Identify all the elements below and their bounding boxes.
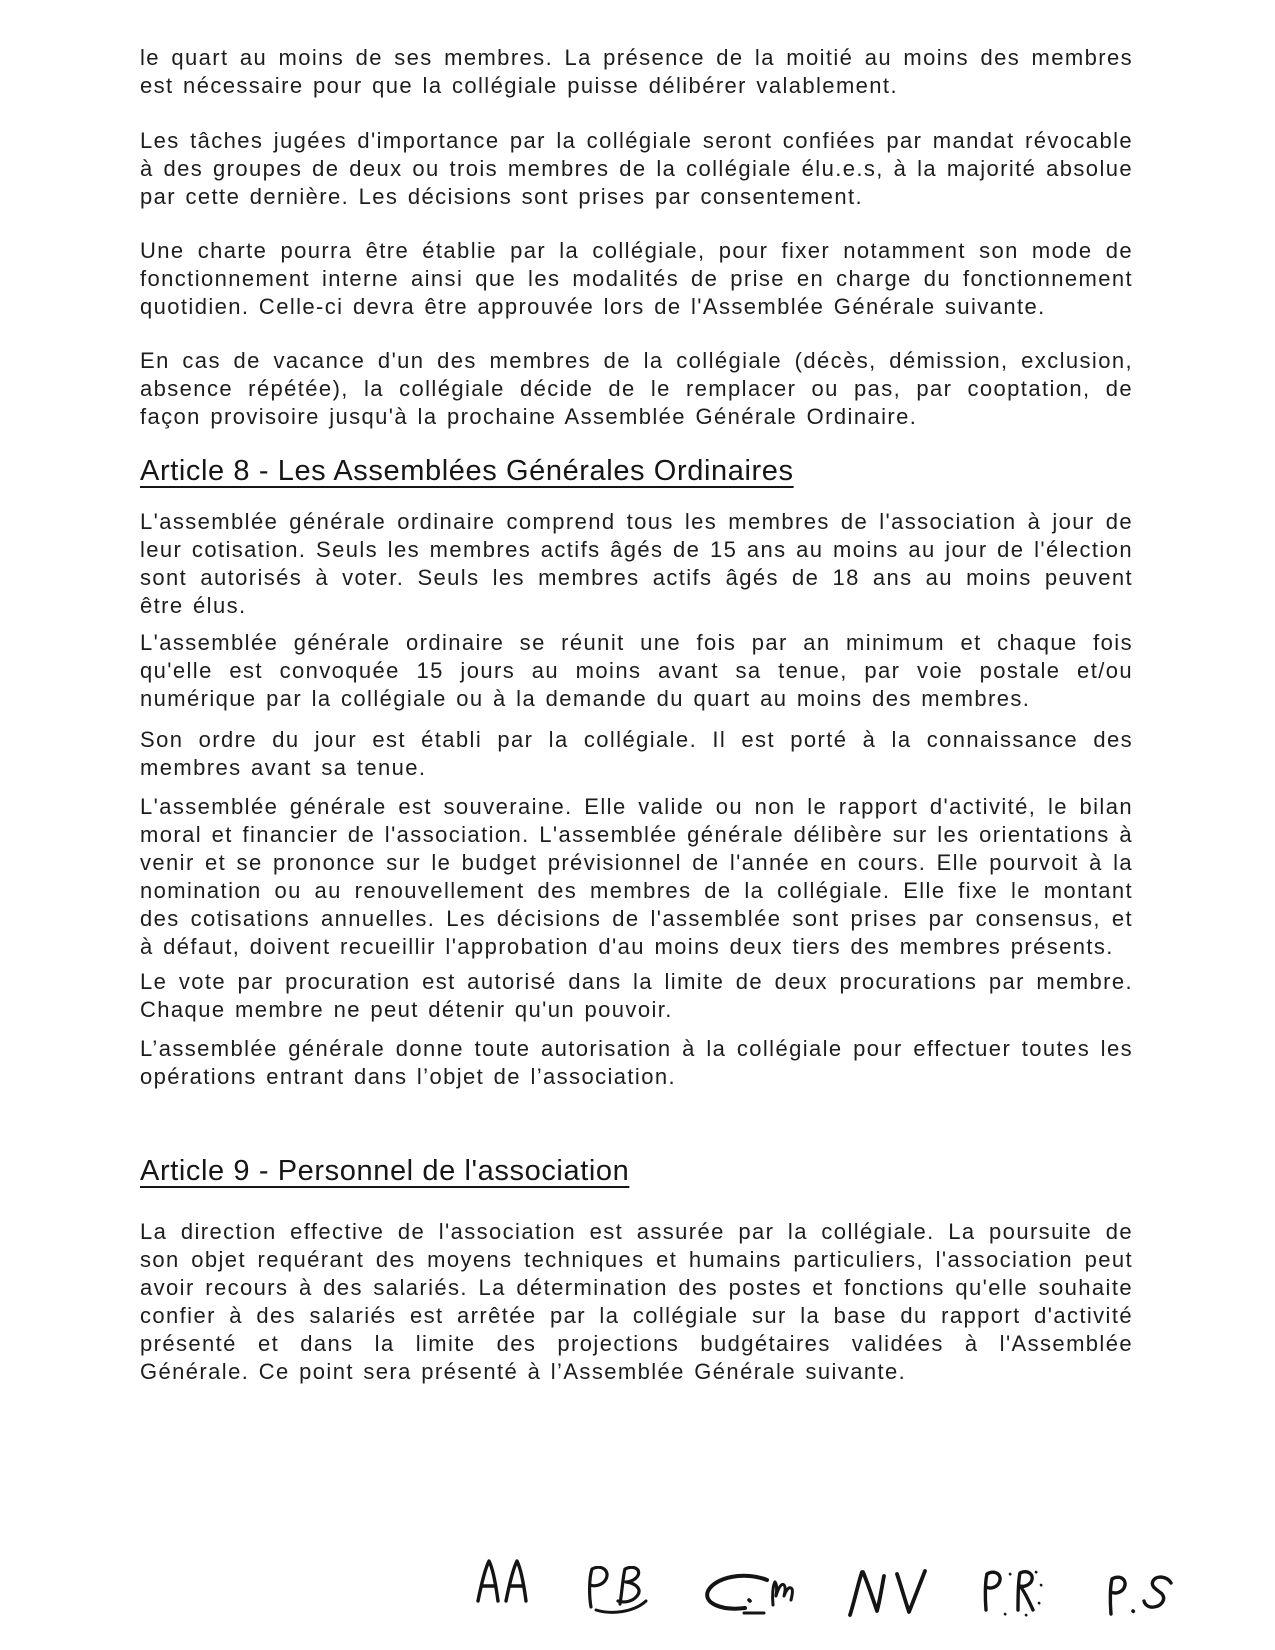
handwritten-initials-pr <box>980 1570 1044 1618</box>
initials-aa-handwriting <box>475 1558 531 1604</box>
paragraph-ag-souveraine: L'assemblée générale est souveraine. Elle valide ou non le rapport d'activité, le bilan moral et financier de l'association. L'assemblée générale délibère sur les orientations à venir et se prononce sur le budget prévisionnel de l'année en cours. Elle pourvoit à la nomination ou au renouvellement des membres de la collégiale. Elle fixe le montant des cotisations annuelles. Les décisions de l'assemblée sont prises par consensus, et à défaut, doivent recueillir l'approbation d'au moins deux tiers des membres présents. <box>140 794 1133 959</box>
paragraph-ag-reunion: L'assemblée générale ordinaire se réunit une fois par an minimum et chaque fois qu'elle est convoquée 15 jours au moins avant sa tenue, par voie postale et/ou numérique par la collégiale ou à la demande du quart au moins des membres. <box>140 630 1133 711</box>
handwritten-initials-aa <box>475 1558 531 1604</box>
paragraph-charte: Une charte pourra être établie par la collégiale, pour fixer notamment son mode de fonctionnement interne ainsi que les modalités de prise en charge du fonctionnement quotidien. Celle-ci devra être approuvée lors de l'Assemblée Générale suivante. <box>140 238 1133 319</box>
initials-nv-handwriting <box>847 1568 937 1618</box>
handwritten-initials-nv <box>847 1568 937 1618</box>
paragraph-quorum: le quart au moins de ses membres. La présence de la moitié au moins des membres est nécessaire pour que la collégiale puisse délibérer valablement. <box>140 45 1133 98</box>
handwritten-initials-cm <box>703 1572 795 1618</box>
article-8-heading: Article 8 - Les Assemblées Générales Ordinaires <box>140 455 794 487</box>
paragraph-vacance: En cas de vacance d'un des membres de la collégiale (décès, démission, exclusion, absence répétée), la collégiale décide de le remplacer ou pas, par cooptation, de façon provisoire jusqu'à la prochaine Assemblée Générale Ordinaire. <box>140 348 1133 429</box>
paragraph-ordre-du-jour: Son ordre du jour est établi par la collégiale. Il est porté à la connaissance des membres avant sa tenue. <box>140 727 1133 780</box>
article-9-heading: Article 9 - Personnel de l'association <box>140 1155 630 1187</box>
initials-pb-handwriting <box>582 1566 650 1616</box>
handwritten-initials-ps <box>1105 1574 1179 1620</box>
initials-ps-handwriting <box>1105 1574 1179 1620</box>
paragraph-procuration: Le vote par procuration est autorisé dans la limite de deux procurations par membre. Chaque membre ne peut détenir qu'un pouvoir. <box>140 969 1133 1022</box>
initials-pr-handwriting <box>980 1570 1044 1618</box>
signature-initials-row <box>140 1552 1133 1637</box>
paragraph-personnel: La direction effective de l'association est assurée par la collégiale. La poursuite de son objet requérant des moyens techniques et humains particuliers, l'association peut avoir recours à des salariés. La détermination des postes et fonctions qu'elle souhaite confier à des salariés est arrêtée par la collégiale sur la base du rapport d'activité présenté et dans la limite des projections budgétaires validées à l'Assemblée Générale. Ce point sera présenté à l’Assemblée Générale suivante. <box>140 1219 1133 1384</box>
paragraph-taches: Les tâches jugées d'importance par la collégiale seront confiées par mandat révocable à des groupes de deux ou trois membres de la collégiale élu.e.s, à la majorité absolue par cette dernière. Les décisions sont prises par consentement. <box>140 128 1133 209</box>
initials-cm-handwriting <box>703 1572 795 1618</box>
paragraph-autorisation: L’assemblée générale donne toute autorisation à la collégiale pour effectuer toutes les opérations entrant dans l’objet de l’association. <box>140 1036 1133 1089</box>
handwritten-initials-pb <box>582 1566 650 1616</box>
paragraph-ag-membres: L'assemblée générale ordinaire comprend tous les membres de l'association à jour de leur cotisation. Seuls les membres actifs âgés de 15 ans au moins au jour de l'élection sont autorisés à voter. Seuls les membres actifs âgés de 18 ans au moins peuvent être élus. <box>140 509 1133 618</box>
